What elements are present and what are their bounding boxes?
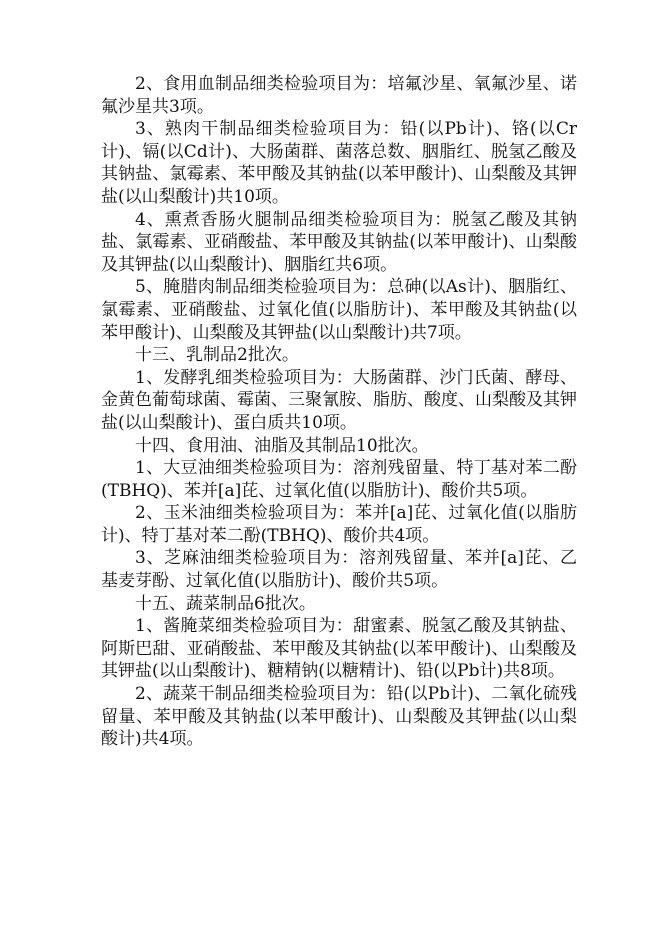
section-heading-edible-oil: 十四、食用油、油脂及其制品10批次。 xyxy=(135,435,429,456)
item-dried-meat-products: 3、熟肉干制品细类检验项目为：铅(以Pb计)、铬(以Cr计)、镉(以Cd计)、大肠菌群、菌落总数、胭脂红、脱氢乙酸及其钠盐、氯霉素、苯甲酸及其钠盐(以苯甲酸计)、山梨酸及其钾盐(以山梨酸计)共10项。 xyxy=(101,119,577,207)
document-body xyxy=(101,73,577,751)
item-fermented-milk: 1、发酵乳细类检验项目为：大肠菌群、沙门氏菌、酵母、金黄色葡萄球菌、霉菌、三聚氰胺、脂肪、酸度、山梨酸及其钾盐(以山梨酸计)、蛋白质共10项。 xyxy=(101,367,577,433)
item-corn-oil: 2、玉米油细类检验项目为：苯并[a]芘、过氧化值(以脂肪计)、特丁基对苯二酚(TBHQ)、酸价共4项。 xyxy=(101,503,577,546)
item-smoked-sausage-ham: 4、熏煮香肠火腿制品细类检验项目为：脱氢乙酸及其钠盐、氯霉素、亚硝酸盐、苯甲酸及其钠盐(以苯甲酸计)、山梨酸及其钾盐(以山梨酸计)、胭脂红共6项。 xyxy=(101,209,577,275)
item-blood-products: 2、食用血制品细类检验项目为：培氟沙星、氧氟沙星、诺氟沙星共3项。 xyxy=(101,74,577,117)
item-dried-vegetables: 2、蔬菜干制品细类检验项目为：铅(以Pb计)、二氧化硫残留量、苯甲酸及其钠盐(以苯甲酸计)、山梨酸及其钾盐(以山梨酸计)共4项。 xyxy=(101,684,577,750)
item-sesame-oil: 3、芝麻油细类检验项目为：溶剂残留量、苯并[a]芘、乙基麦芽酚、过氧化值(以脂肪计)、酸价共5项。 xyxy=(101,548,577,592)
item-pickled-vegetables: 1、酱腌菜细类检验项目为：甜蜜素、脱氢乙酸及其钠盐、阿斯巴甜、亚硝酸盐、苯甲酸及其钠盐(以苯甲酸计)、山梨酸及其钾盐(以山梨酸计)、糖精钠(以糖精计)、铅(以Pb计)共8项。 xyxy=(101,616,577,682)
item-soybean-oil: 1、大豆油细类检验项目为：溶剂残留量、特丁基对苯二酚(TBHQ)、苯并[a]芘、过氧化值(以脂肪计)、酸价共5项。 xyxy=(101,458,577,501)
section-heading-vegetable-products: 十五、蔬菜制品6批次。 xyxy=(135,593,316,614)
section-heading-dairy: 十三、乳制品2批次。 xyxy=(135,345,299,366)
item-cured-meat-products: 5、腌腊肉制品细类检验项目为：总砷(以As计)、胭脂红、氯霉素、亚硝酸盐、过氧化值(以脂肪计)、苯甲酸及其钠盐(以苯甲酸计)、山梨酸及其钾盐(以山梨酸计)共7项。 xyxy=(101,277,577,343)
